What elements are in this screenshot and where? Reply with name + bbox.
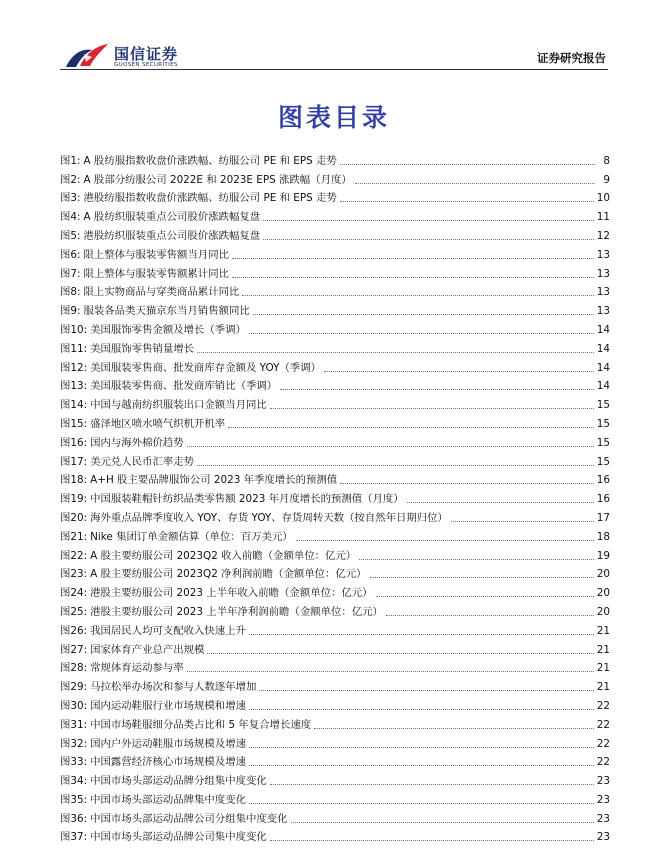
toc-entry[interactable] [60, 205, 610, 224]
toc-entry-title: A 股部分纺服公司 2022E 和 2023E EPS 涨跌幅（月度） [83, 173, 352, 186]
toc-dot-leader [249, 333, 594, 334]
toc-entry-figure-number: 图14: [60, 399, 88, 412]
toc-dot-leader [249, 634, 594, 635]
toc-entry-title: 中国市场头部运动品牌公司集中度变化 [90, 831, 267, 844]
table-of-figures [60, 149, 610, 844]
toc-entry[interactable] [60, 525, 610, 544]
toc-entry-page-number: 15 [596, 455, 610, 468]
toc-entry[interactable] [60, 600, 610, 619]
toc-title: 图表目录 [277, 103, 390, 132]
toc-dot-leader [249, 747, 594, 748]
toc-entry[interactable] [60, 412, 610, 431]
toc-dot-leader [197, 465, 594, 466]
toc-entry-page-number: 11 [596, 211, 610, 224]
toc-entry-page-number: 22 [596, 718, 610, 731]
toc-entry-title: A 股主要纺服公司 2023Q2 净利润前瞻（金额单位：亿元） [90, 568, 367, 581]
toc-entry-page-number: 9 [603, 173, 610, 186]
toc-entry[interactable] [60, 262, 610, 281]
toc-entry-figure-number: 图1: [60, 154, 81, 167]
toc-entry[interactable] [60, 694, 610, 713]
toc-entry-page-number: 23 [596, 812, 610, 825]
toc-entry[interactable] [60, 393, 610, 412]
toc-entry-title: 我国居民人均可支配收入快速上升 [90, 624, 246, 637]
toc-entry[interactable] [60, 318, 610, 337]
toc-entry[interactable] [60, 638, 610, 657]
toc-entry-title: 港股纺织服装重点公司股价涨跌幅复盘 [83, 229, 261, 242]
toc-dot-leader [340, 164, 595, 165]
guosen-logo-icon [62, 40, 110, 72]
toc-entry-title: 港股主要纺服公司 2023 上半年净利润前瞻（金额单位：亿元） [90, 605, 383, 618]
toc-entry[interactable] [60, 732, 610, 751]
toc-entry-figure-number: 图19: [60, 493, 88, 506]
toc-entry-title: 港股纺服指数收盘价涨跌幅、纺服公司 PE 和 EPS 走势 [83, 192, 337, 205]
toc-entry-page-number: 23 [596, 831, 610, 844]
toc-entry-figure-number: 图28: [60, 662, 88, 675]
toc-entry[interactable] [60, 281, 610, 300]
toc-entry-title: 马拉松举办场次和参与人数逐年增加 [90, 681, 257, 694]
toc-entry[interactable] [60, 563, 610, 582]
toc-entry-title: 中国露营经济核心市场规模及增速 [90, 756, 246, 769]
toc-entry-page-number: 21 [596, 624, 610, 637]
toc-dot-leader [270, 784, 594, 785]
toc-entry-figure-number: 图9: [60, 305, 81, 318]
toc-entry-page-number: 20 [596, 587, 610, 600]
toc-entry-figure-number: 图29: [60, 681, 88, 694]
toc-dot-leader [324, 371, 594, 372]
toc-dot-leader [376, 596, 594, 597]
toc-dot-leader [270, 408, 594, 409]
toc-entry-page-number: 18 [596, 530, 610, 543]
toc-entry-title: Nike 集团订单金额估算（单位：百万美元） [90, 530, 293, 543]
toc-entry[interactable] [60, 544, 610, 563]
toc-entry-title: 盛泽地区喷水喷气织机开机率 [90, 417, 226, 430]
toc-entry-figure-number: 图26: [60, 624, 88, 637]
toc-entry-figure-number: 图17: [60, 455, 88, 468]
toc-dot-leader [359, 559, 594, 560]
toc-entry-page-number: 15 [596, 417, 610, 430]
toc-entry-figure-number: 图37: [60, 831, 88, 844]
toc-dot-leader [370, 577, 594, 578]
toc-entry-title: 中国市场头部运动品牌集中度变化 [90, 793, 246, 806]
toc-entry[interactable] [60, 506, 610, 525]
toc-entry-page-number: 21 [596, 643, 610, 656]
toc-entry-page-number: 8 [603, 154, 610, 167]
toc-entry-title: 美国服装零售商、批发商库存金额及 YOY（季调） [90, 361, 321, 374]
toc-entry-title: A 股纺服指数收盘价涨跌幅、纺服公司 PE 和 EPS 走势 [83, 154, 337, 167]
toc-entry-page-number: 14 [596, 361, 610, 374]
toc-entry-page-number: 13 [596, 286, 610, 299]
toc-entry[interactable] [60, 487, 610, 506]
toc-dot-leader [355, 183, 595, 184]
toc-entry-figure-number: 图31: [60, 718, 88, 731]
toc-entry-figure-number: 图10: [60, 323, 88, 336]
toc-entry-figure-number: 图13: [60, 380, 88, 393]
toc-entry[interactable] [60, 657, 610, 676]
toc-entry-page-number: 16 [596, 474, 610, 487]
report-type-label: 证券研究报告 [537, 51, 606, 65]
toc-entry-page-number: 19 [596, 549, 610, 562]
toc-entry-title: 限上整体与服装零售额当月同比 [83, 248, 229, 261]
toc-dot-leader [263, 220, 594, 221]
toc-entry-page-number: 20 [596, 605, 610, 618]
toc-entry-page-number: 23 [596, 793, 610, 806]
toc-entry-page-number: 22 [596, 699, 610, 712]
toc-entry-figure-number: 图21: [60, 530, 88, 543]
toc-entry[interactable] [60, 149, 610, 168]
toc-entry-figure-number: 图33: [60, 756, 88, 769]
page-header [0, 0, 668, 80]
toc-entry[interactable] [60, 675, 610, 694]
header-divider [60, 69, 608, 70]
toc-dot-leader [291, 822, 594, 823]
toc-entry-title: 国内户外运动鞋服市场规模及增速 [90, 737, 246, 750]
toc-entry-figure-number: 图4: [60, 211, 81, 224]
toc-entry-page-number: 22 [596, 756, 610, 769]
toc-entry-figure-number: 图11: [60, 342, 88, 355]
toc-entry[interactable] [60, 224, 610, 243]
guosen-logo [62, 40, 192, 76]
toc-dot-leader [263, 239, 594, 240]
toc-dot-leader [253, 314, 594, 315]
toc-entry-figure-number: 图25: [60, 605, 88, 618]
toc-dot-leader [249, 765, 594, 766]
toc-dot-leader [232, 277, 594, 278]
toc-entry[interactable] [60, 826, 610, 845]
toc-entry-page-number: 17 [596, 511, 610, 524]
toc-dot-leader [314, 728, 594, 729]
toc-dot-leader [340, 483, 594, 484]
toc-entry[interactable] [60, 619, 610, 638]
toc-entry-title: 美元兑人民币汇率走势 [90, 455, 195, 468]
toc-entry-title: 中国市场鞋服细分品类占比和 5 年复合增长速度 [90, 718, 312, 731]
toc-entry-figure-number: 图7: [60, 267, 81, 280]
toc-entry-title: 中国市场头部运动品牌分组集中度变化 [90, 775, 267, 788]
toc-entry[interactable] [60, 788, 610, 807]
toc-entry-page-number: 22 [596, 737, 610, 750]
toc-entry-title: 限上实物商品与穿类商品累计同比 [83, 286, 240, 299]
toc-entry-title: 美国服饰零售销量增长 [90, 342, 195, 355]
toc-entry-title: 国内运动鞋服行业市场规模和增速 [90, 699, 246, 712]
toc-entry-figure-number: 图34: [60, 775, 88, 788]
toc-entry[interactable] [60, 751, 610, 770]
toc-dot-leader [187, 446, 594, 447]
toc-entry-title: 常规体育运动参与率 [90, 662, 184, 675]
toc-entry[interactable] [60, 807, 610, 826]
toc-entry-page-number: 15 [596, 399, 610, 412]
toc-entry-page-number: 21 [596, 662, 610, 675]
toc-dot-leader [249, 803, 594, 804]
toc-dot-leader [386, 615, 594, 616]
toc-entry-figure-number: 图32: [60, 737, 88, 750]
toc-entry-title: 港股主要纺服公司 2023 上半年收入前瞻（金额单位：亿元） [90, 587, 373, 600]
toc-entry[interactable] [60, 431, 610, 450]
toc-entry[interactable] [60, 581, 610, 600]
toc-dot-leader [207, 653, 593, 654]
toc-entry[interactable] [60, 769, 610, 788]
toc-entry-figure-number: 图12: [60, 361, 88, 374]
toc-entry-figure-number: 图16: [60, 436, 88, 449]
toc-entry-title: A 股纺织服装重点公司股价涨跌幅复盘 [83, 211, 261, 224]
toc-entry[interactable] [60, 356, 610, 375]
toc-dot-leader [249, 709, 594, 710]
toc-entry-title: 中国市场头部运动品牌公司分组集中度变化 [90, 812, 288, 825]
toc-entry-figure-number: 图27: [60, 643, 88, 656]
toc-entry[interactable] [60, 168, 610, 187]
toc-entry-title: 服装各品类天猫京东当月销售额同比 [83, 305, 250, 318]
toc-entry-title: A 股主要纺服公司 2023Q2 收入前瞻（金额单位：亿元） [90, 549, 357, 562]
toc-dot-leader [232, 258, 594, 259]
toc-entry-title: 国家体育产业总产出规模 [90, 643, 205, 656]
toc-entry-figure-number: 图20: [60, 511, 88, 524]
toc-entry-figure-number: 图30: [60, 699, 88, 712]
toc-entry[interactable] [60, 469, 610, 488]
toc-entry-title: 限上整体与服装零售额累计同比 [83, 267, 229, 280]
toc-entry-figure-number: 图22: [60, 549, 88, 562]
toc-entry-figure-number: 图18: [60, 474, 88, 487]
toc-entry-figure-number: 图6: [60, 248, 81, 261]
toc-entry-page-number: 14 [596, 323, 610, 336]
toc-dot-leader [187, 671, 594, 672]
toc-entry-page-number: 16 [596, 493, 610, 506]
toc-entry-page-number: 13 [596, 248, 610, 261]
toc-entry-page-number: 13 [596, 267, 610, 280]
toc-entry-figure-number: 图23: [60, 568, 88, 581]
toc-entry-figure-number: 图2: [60, 173, 81, 186]
toc-entry[interactable] [60, 187, 610, 206]
toc-entry-page-number: 12 [596, 229, 610, 242]
toc-dot-leader [259, 690, 593, 691]
toc-dot-leader [280, 389, 594, 390]
toc-entry-figure-number: 图24: [60, 587, 88, 600]
toc-entry-figure-number: 图36: [60, 812, 88, 825]
toc-entry[interactable] [60, 713, 610, 732]
toc-entry[interactable] [60, 299, 610, 318]
toc-entry-figure-number: 图5: [60, 229, 81, 242]
toc-entry-title: 美国服装零售商、批发商库销比（季调） [90, 380, 278, 393]
toc-entry-page-number: 21 [596, 681, 610, 694]
toc-entry[interactable] [60, 450, 610, 469]
toc-dot-leader [228, 427, 594, 428]
toc-dot-leader [270, 840, 594, 841]
toc-entry-figure-number: 图35: [60, 793, 88, 806]
toc-entry-page-number: 14 [596, 380, 610, 393]
toc-dot-leader [296, 540, 594, 541]
toc-entry[interactable] [60, 243, 610, 262]
toc-dot-leader [197, 352, 594, 353]
toc-entry-title: A+H 股主要品牌服饰公司 2023 年季度增长的预测值 [90, 474, 338, 487]
toc-entry-page-number: 23 [596, 775, 610, 788]
toc-entry-title: 中国与越南纺织服装出口金额当月同比 [90, 399, 267, 412]
toc-entry-page-number: 13 [596, 305, 610, 318]
toc-entry-figure-number: 图8: [60, 286, 81, 299]
toc-entry[interactable] [60, 375, 610, 394]
toc-entry-title: 美国服饰零售金额及增长（季调） [90, 323, 246, 336]
toc-dot-leader [340, 201, 594, 202]
toc-entry[interactable] [60, 337, 610, 356]
toc-dot-leader [451, 521, 594, 522]
toc-entry-page-number: 14 [596, 342, 610, 355]
toc-entry-title: 海外重点品牌季度收入 YOY、存货 YOY、存货周转天数（按自然年日期归位） [90, 511, 448, 524]
toc-entry-title: 中国服装鞋帽针纺织品类零售额 2023 年月度增长的预测值（月度） [90, 493, 404, 506]
toc-entry-page-number: 20 [596, 568, 610, 581]
toc-entry-title: 国内与海外棉价趋势 [90, 436, 184, 449]
toc-dot-leader [242, 295, 593, 296]
toc-entry-figure-number: 图3: [60, 192, 81, 205]
toc-dot-leader [407, 502, 594, 503]
toc-entry-page-number: 15 [596, 436, 610, 449]
toc-entry-figure-number: 图15: [60, 417, 88, 430]
logo-chinese-name: 国信证券 [114, 45, 179, 63]
toc-entry-page-number: 10 [596, 192, 610, 205]
logo-english-name: GUOSEN SECURITIES [114, 62, 178, 68]
